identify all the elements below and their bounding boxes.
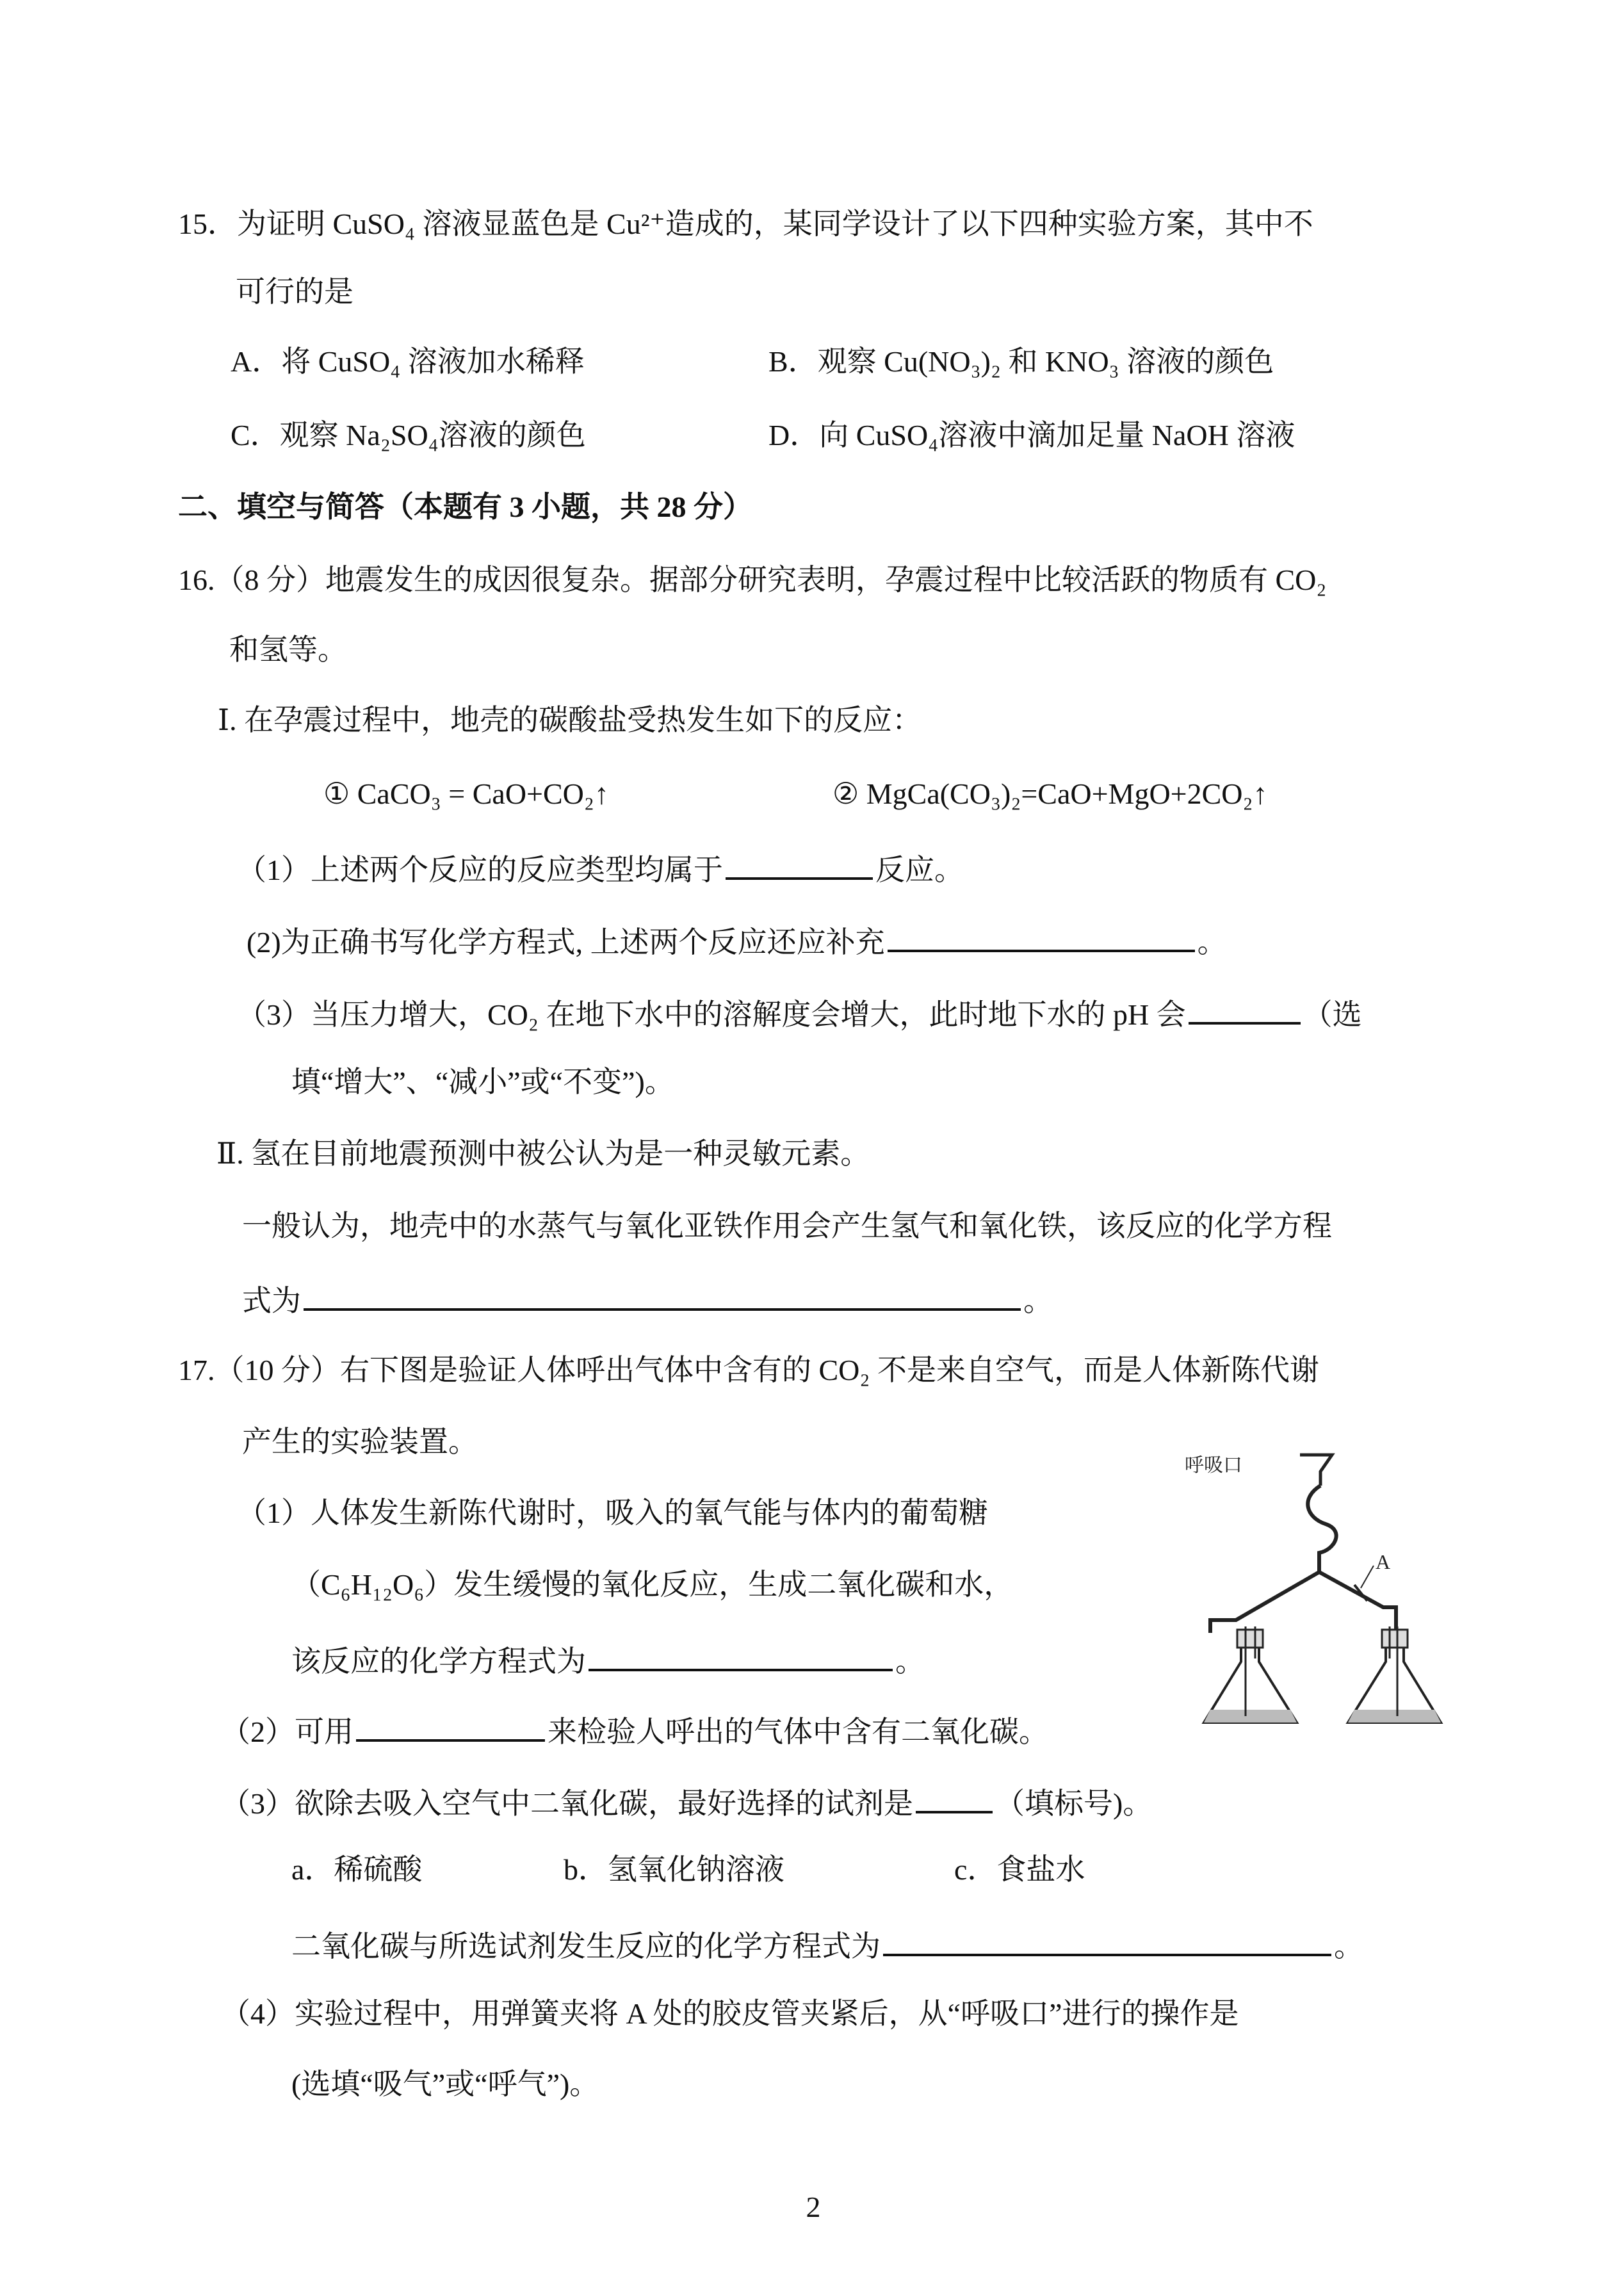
q17-sub3-line3-tail: 。 [1334,1930,1363,1963]
q16-part-ii-line2: 一般认为，地壳中的水蒸气与氧化亚铁作用会产生氢气和氧化铁，该反应的化学方程 [242,1210,1332,1242]
q15-option-d: D．向 CuSO₄溶液中滴加足量 NaOH 溶液 [768,419,1295,451]
answer-blank[interactable] [304,1277,1021,1311]
q16-part-ii-line3 [242,1277,1053,1320]
stopper-left [1237,1630,1263,1648]
apparatus-figure [1172,1441,1492,1735]
answer-blank[interactable] [883,1923,1331,1956]
q17-sub3-line3 [291,1923,1363,1966]
q17-sub2 [221,1708,1048,1751]
q15-option-b: B．观察 Cu(NO₃)₂ 和 KNO₃ 溶液的颜色 [768,345,1274,378]
q17-sub1-line3-tail: 。 [895,1645,925,1678]
page-number: 2 [806,2191,821,2223]
mouthpiece-icon [1300,1455,1332,1486]
q16-sub3-text: （3）当压力增大，CO₂ 在地下水中的溶解度会增大，此时地下水的 pH 会 [237,998,1186,1031]
q16-sub3 [237,991,1362,1034]
q16-part-ii: Ⅱ. 氢在目前地震预测中被公认为是一种灵敏元素。 [216,1137,870,1170]
tube-right [1319,1572,1396,1633]
q16-equation-1: ① CaCO₃ = CaO+CO₂↑ [323,777,609,810]
q17-stem-line2: 产生的实验装置。 [242,1425,478,1458]
answer-blank[interactable] [916,1780,993,1813]
stopper-right [1382,1630,1408,1648]
q16-sub3-tail: （选 [1303,998,1362,1031]
q16-equation-2: ② MgCa(CO₃)₂=CaO+MgO+2CO₂↑ [832,777,1268,810]
q16-sub2 [247,919,1227,962]
q16-stem-line1: 16.（8 分）地震发生的成因很复杂。据部分研究表明，孕震过程中比较活跃的物质有 CO₂ [178,564,1327,596]
q17-sub2-text: （2）可用 [221,1715,353,1748]
q15-stem-line2: 可行的是 [236,275,353,308]
q16-sub1-tail: 反应。 [875,854,964,886]
q17-sub3-tail: （填标号)。 [995,1787,1153,1820]
mouth-label: 呼吸口 [1185,1455,1242,1476]
q17-sub4-line2: (选填“吸气”或“呼气”)。 [291,2068,599,2100]
q17-sub4-line1: （4）实验过程中，用弹簧夹将 A 处的胶皮管夹紧后，从“呼吸口”进行的操作是 [221,1997,1239,2030]
q17-sub2-tail: 来检验人呼出的气体中含有二氧化碳。 [548,1715,1048,1748]
section-heading: 二、填空与简答（本题有 3 小题，共 28 分） [178,491,752,523]
q17-sub3-text: （3）欲除去吸入空气中二氧化碳，最好选择的试剂是 [221,1787,913,1820]
q17-stem-line1: 17.（10 分）右下图是验证人体呼出气体中含有的 CO₂ 不是来自空气，而是人体新陈代谢 [178,1354,1319,1386]
q17-sub3 [221,1780,1152,1823]
q16-stem-line2: 和氢等。 [229,633,347,666]
q17-sub1-line1: （1）人体发生新陈代谢时，吸入的氧气能与体内的葡萄糖 [237,1496,988,1529]
q15-stem-line1: 15．为证明 CuSO₄ 溶液显蓝色是 Cu²⁺造成的，某同学设计了以下四种实验方案，其中不 [178,207,1313,240]
q16-sub2-tail: 。 [1197,926,1227,959]
q16-part-ii-line3-text: 式为 [242,1285,301,1317]
q17-sub1-line3 [291,1638,925,1681]
tube-left [1210,1572,1319,1633]
answer-blank[interactable] [356,1708,545,1742]
q17-option-c: c．食盐水 [954,1853,1085,1886]
tube [1308,1486,1336,1572]
q16-sub1 [237,847,964,889]
answer-blank[interactable] [589,1638,893,1671]
q16-part-ii-line3-tail: 。 [1023,1285,1053,1317]
answer-blank[interactable] [726,847,873,880]
answer-blank[interactable] [1189,991,1301,1025]
apparatus-diagram [1172,1441,1492,1735]
q16-sub2-text: (2)为正确书写化学方程式, 上述两个反应还应补充 [247,926,885,959]
q15-option-a: A．将 CuSO₄ 溶液加水稀释 [231,345,585,378]
q15-option-c: C．观察 Na₂SO₄溶液的颜色 [231,419,586,451]
answer-blank[interactable] [888,919,1195,952]
q16-sub1-text: （1）上述两个反应的反应类型均属于 [237,854,723,886]
q17-sub3-line3-text: 二氧化碳与所选试剂发生反应的化学方程式为 [291,1930,881,1963]
q17-option-a: a．稀硫酸 [291,1853,423,1886]
q16-part-i: Ⅰ. 在孕震过程中，地壳的碳酸盐受热发生如下的反应： [218,704,922,736]
q17-sub1-line3-text: 该反应的化学方程式为 [291,1645,586,1678]
q16-sub3-line2: 填“增大”、“减小”或“不变”)。 [291,1066,674,1098]
q17-sub1-line2: （C₆H₁₂O₆）发生缓慢的氧化反应，生成二氧化碳和水， [291,1568,1014,1601]
q17-option-b: b．氢氧化钠溶液 [564,1853,784,1886]
label-a: A [1376,1550,1391,1573]
